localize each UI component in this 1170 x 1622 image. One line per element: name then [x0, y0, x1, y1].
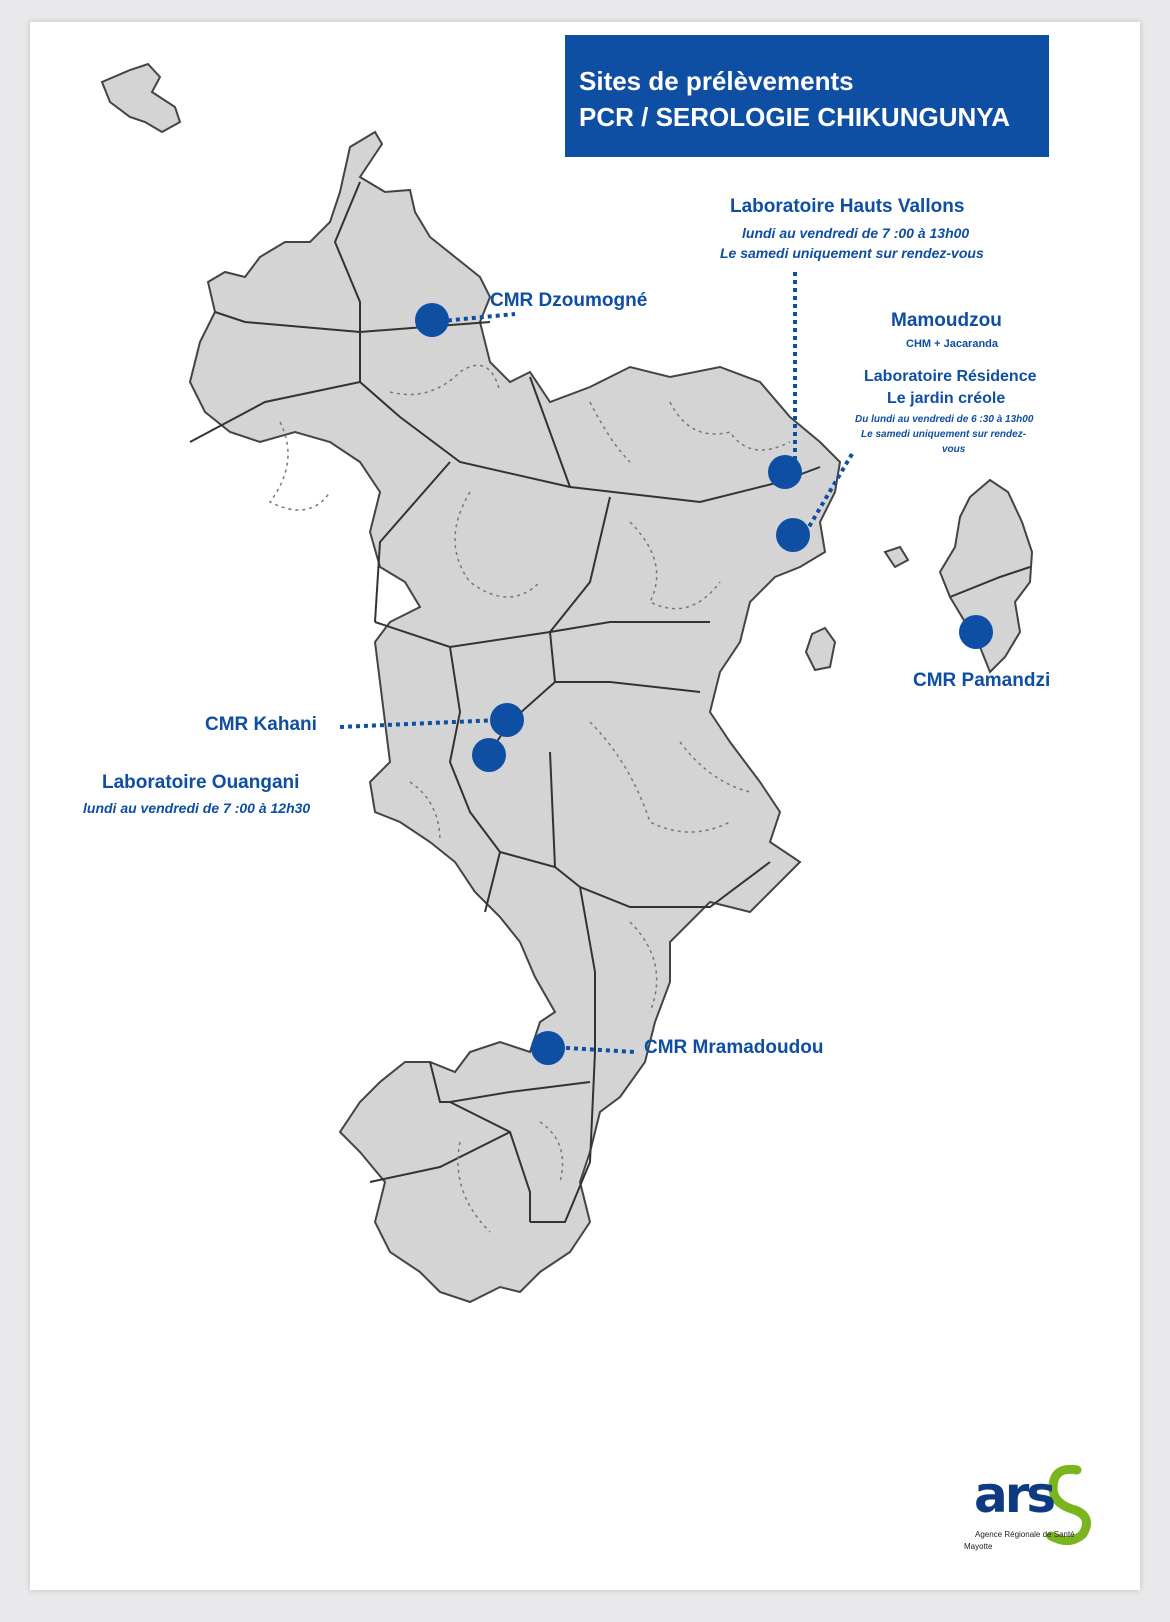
label-residence-2: Le jardin créole	[887, 390, 1006, 407]
label-pamandzi: CMR Pamandzi	[913, 670, 1051, 691]
marker-residence	[776, 518, 810, 552]
detail-mamoudzou: CHM + Jacaranda	[906, 338, 999, 350]
label-mamoudzou: Mamoudzou	[891, 310, 1002, 331]
marker-ouangani	[472, 738, 506, 772]
hours-residence-3: vous	[942, 444, 966, 455]
label-ouangani: Laboratoire Ouangani	[102, 772, 300, 793]
title-line-2: PCR / SEROLOGIE CHIKUNGUNYA	[579, 102, 1010, 132]
marker-hauts-vallons	[768, 455, 802, 489]
poster-page	[30, 22, 1140, 1590]
ars-tagline: Agence Régionale de Santé	[975, 1530, 1075, 1539]
title-box	[565, 35, 1049, 157]
hours-residence-1: Du lundi au vendredi de 6 :30 à 13h00	[855, 414, 1034, 425]
label-hauts-vallons: Laboratoire Hauts Vallons	[730, 196, 965, 217]
hours-hauts-vallons-2: Le samedi uniquement sur rendez-vous	[720, 245, 984, 261]
hours-ouangani: lundi au vendredi de 7 :00 à 12h30	[83, 800, 311, 816]
marker-mramadoudou	[531, 1031, 565, 1065]
islet-east	[806, 628, 835, 670]
northern-islet	[102, 64, 180, 132]
ars-logo-text: ars	[974, 1466, 1054, 1524]
title-line-1: Sites de prélèvements	[579, 66, 854, 96]
label-dzoumogne: CMR Dzoumogné	[490, 290, 648, 311]
islet-small-1	[885, 547, 908, 567]
label-residence-1: Laboratoire Résidence	[864, 368, 1037, 385]
marker-kahani	[490, 703, 524, 737]
hours-residence-2: Le samedi uniquement sur rendez-	[861, 429, 1027, 440]
marker-pamandzi	[959, 615, 993, 649]
ars-region: Mayotte	[964, 1542, 993, 1551]
label-kahani: CMR Kahani	[205, 714, 317, 735]
label-mramadoudou: CMR Mramadoudou	[644, 1037, 824, 1058]
hours-hauts-vallons-1: lundi au vendredi de 7 :00 à 13h00	[742, 225, 970, 241]
marker-dzoumogne	[415, 303, 449, 337]
